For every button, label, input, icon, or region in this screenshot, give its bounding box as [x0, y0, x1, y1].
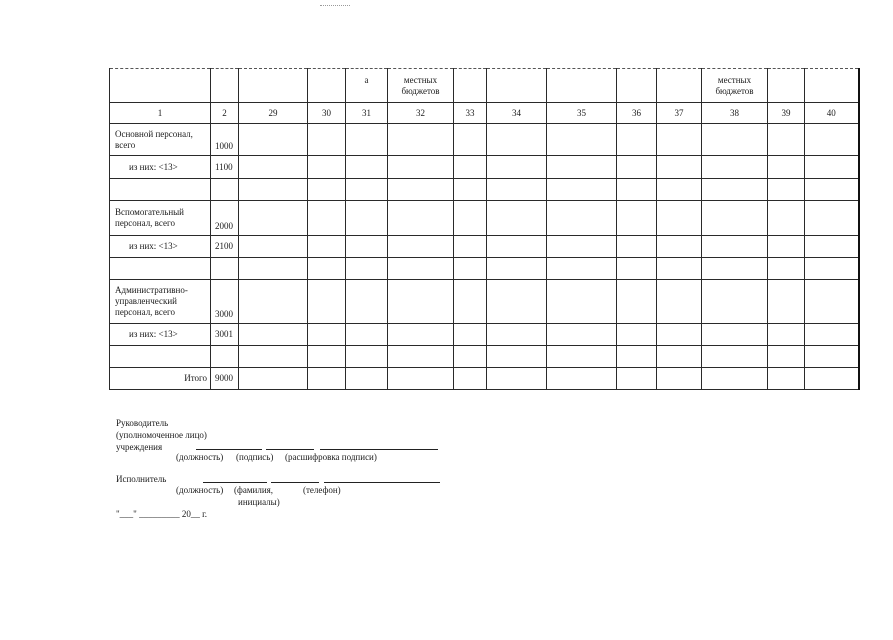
row-name: Основной персонал, всего [110, 124, 211, 156]
column-number: 1 [110, 103, 211, 124]
row-code: 2000 [211, 201, 239, 236]
header-cell [768, 69, 805, 103]
row-name: из них: <13> [110, 156, 211, 179]
table-row [110, 201, 859, 236]
exec-caption-phone: (телефон) [303, 485, 341, 495]
header-top-row [110, 69, 859, 103]
row-code: 3000 [211, 280, 239, 324]
column-number: 2 [211, 103, 239, 124]
row-name: Административно-управленческий персонал, всего [110, 280, 211, 324]
header-cell [657, 69, 702, 103]
row-code: 2100 [211, 236, 239, 258]
column-number: 30 [308, 103, 346, 124]
header-cell [805, 69, 859, 103]
executor-phone-line [324, 482, 440, 483]
scan-mark [320, 5, 350, 8]
column-number: 34 [487, 103, 547, 124]
row-code: 9000 [211, 368, 239, 390]
header-cell [487, 69, 547, 103]
column-number: 39 [768, 103, 805, 124]
exec-caption-initials: инициалы) [238, 497, 280, 507]
column-number: 29 [239, 103, 308, 124]
header-cell [454, 69, 487, 103]
header-cell [308, 69, 346, 103]
column-number: 37 [657, 103, 702, 124]
signature-line [266, 449, 314, 450]
row-name: из них: <13> [110, 324, 211, 346]
column-number: 38 [702, 103, 768, 124]
caption-position: (должность) [176, 452, 224, 462]
column-number: 31 [346, 103, 388, 124]
table-row-empty [110, 258, 859, 280]
table-row [110, 236, 859, 258]
date-line: "___" _________ 20__ г. [116, 509, 208, 519]
row-name: Вспомогательный персонал, всего [110, 201, 211, 236]
header-cell [617, 69, 657, 103]
executor-name-line [271, 482, 319, 483]
table-row [110, 280, 859, 324]
column-number: 36 [617, 103, 657, 124]
row-name: из них: <13> [110, 236, 211, 258]
head-label-authorized: (уполномоченное лицо) [116, 430, 207, 440]
table-row [110, 156, 859, 179]
header-cell [239, 69, 308, 103]
row-code: 1100 [211, 156, 239, 179]
head-label-institution: учреждения [116, 442, 163, 452]
table-row-empty [110, 346, 859, 368]
executor-position-line [203, 482, 267, 483]
header-cell: местных бюджетов [388, 69, 454, 103]
table-row-total [110, 368, 859, 390]
executor-label: Исполнитель [116, 474, 167, 484]
column-number: 40 [805, 103, 859, 124]
header-cell: а [346, 69, 388, 103]
header-number-row [110, 103, 859, 124]
exec-caption-name: (фамилия, [234, 485, 274, 495]
exec-caption-position: (должность) [176, 485, 224, 495]
table-row [110, 124, 859, 156]
header-cell [547, 69, 617, 103]
position-line [196, 449, 262, 450]
decoding-line [320, 449, 438, 450]
column-number: 32 [388, 103, 454, 124]
table-row-empty [110, 179, 859, 201]
head-label: Руководитель [116, 418, 169, 428]
table-row [110, 324, 859, 346]
caption-decoding: (расшифровка подписи) [285, 452, 377, 462]
header-cell [211, 69, 239, 103]
column-number: 35 [547, 103, 617, 124]
column-number: 33 [454, 103, 487, 124]
header-cell [110, 69, 211, 103]
row-code: 3001 [211, 324, 239, 346]
row-name: Итого [110, 368, 211, 390]
data-table [109, 68, 860, 390]
header-cell: местных бюджетов [702, 69, 768, 103]
row-code: 1000 [211, 124, 239, 156]
caption-signature: (подпись) [236, 452, 274, 462]
